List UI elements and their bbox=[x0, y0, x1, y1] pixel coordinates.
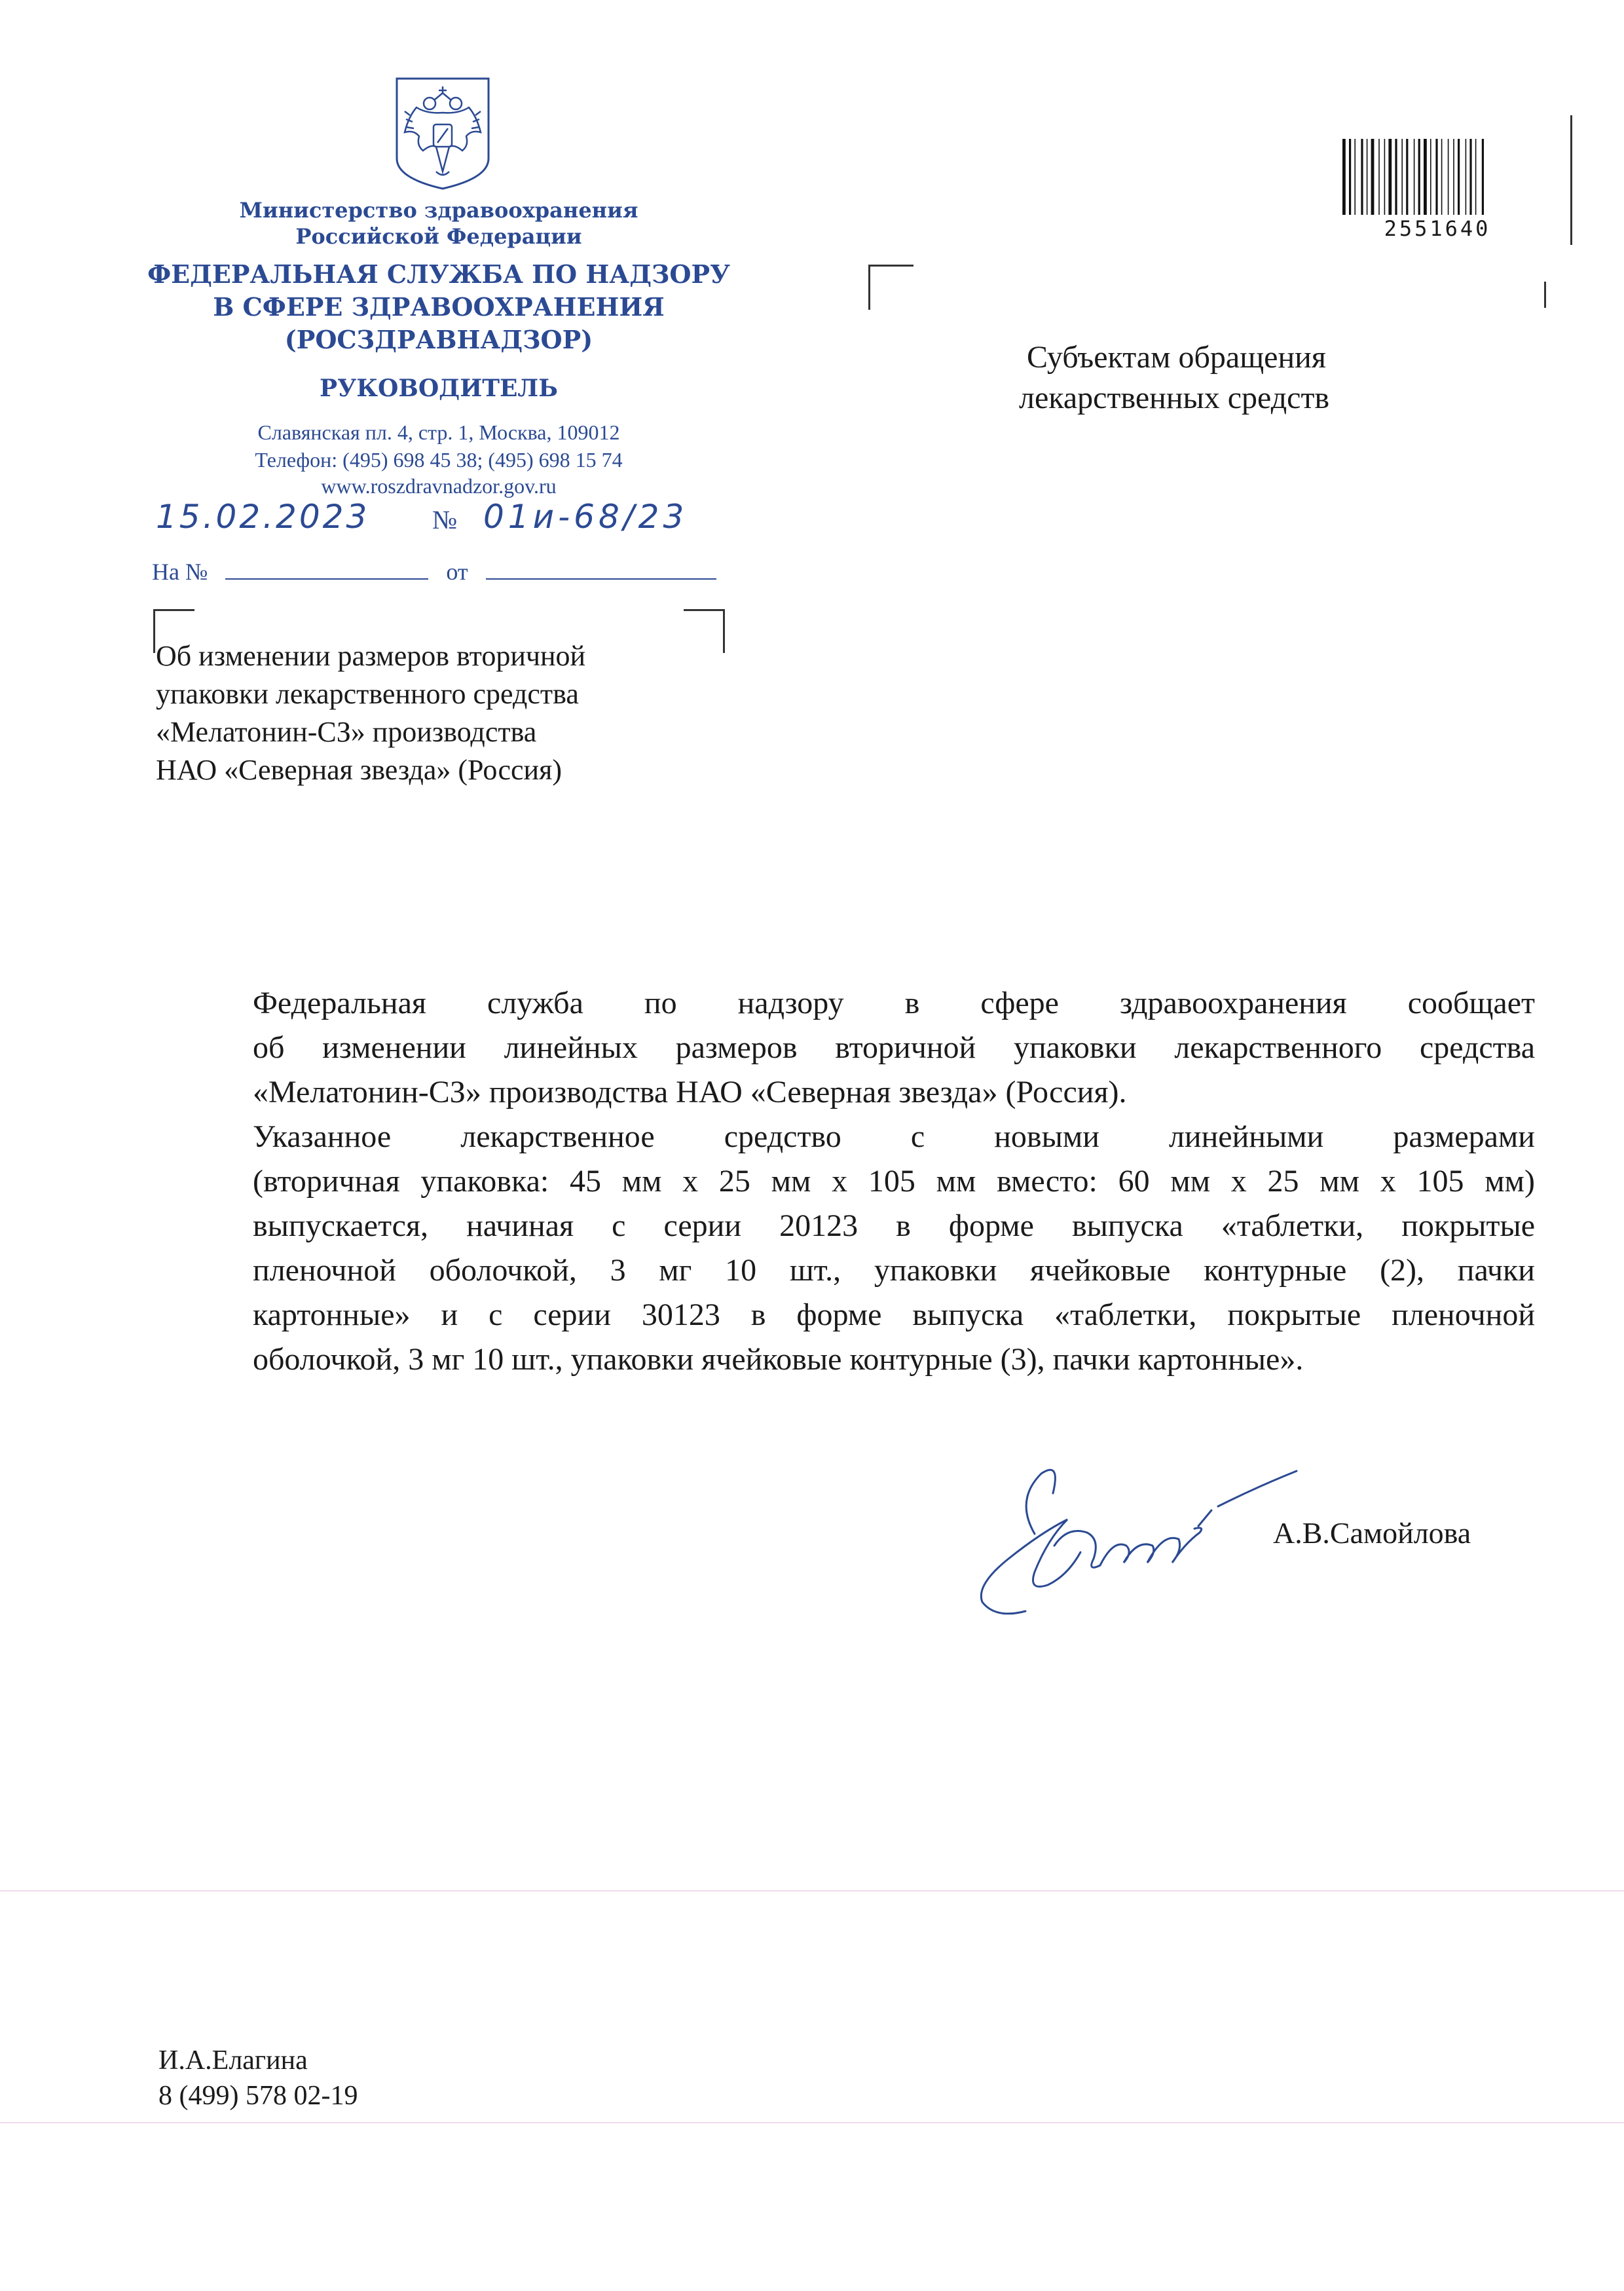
barcode-bar bbox=[1441, 139, 1443, 215]
subject-line: «Мелатонин-СЗ» производства bbox=[156, 716, 537, 748]
barcode-bar bbox=[1388, 139, 1392, 215]
outgoing-number: 01и-68/23 bbox=[483, 498, 688, 536]
barcode-bar bbox=[1414, 139, 1415, 215]
body-line: выпускается, начиная с серии 20123 в форме выпуска «таблетки, покрытые bbox=[253, 1208, 1535, 1243]
barcode-bar bbox=[1448, 139, 1449, 215]
body-paragraph-1 bbox=[155, 981, 1535, 1115]
barcode-bar bbox=[1354, 139, 1356, 215]
outgoing-number-label: № bbox=[432, 505, 458, 534]
barcode-icon bbox=[1340, 139, 1534, 217]
barcode-bar bbox=[1371, 139, 1375, 215]
barcode-bar bbox=[1424, 139, 1427, 215]
body-line: Указанное лекарственное средство с новыми линейными размерами bbox=[253, 1119, 1535, 1154]
barcode-bar bbox=[1361, 139, 1363, 215]
scan-artifact-line bbox=[0, 2122, 1624, 2123]
reference-prefix: На № bbox=[152, 559, 208, 585]
recipient-line: Субъектам обращения bbox=[1027, 340, 1326, 375]
barcode-bar bbox=[1384, 139, 1386, 215]
subject-line: НАО «Северная звезда» (Россия) bbox=[156, 754, 562, 786]
russian-coat-of-arms-icon bbox=[390, 73, 495, 191]
service-name-line1: ФЕДЕРАЛЬНАЯ СЛУЖБА ПО НАДЗОРУ bbox=[147, 259, 730, 289]
body-line: Федеральная служба по надзору в сфере здравоохранения сообщает bbox=[253, 986, 1535, 1020]
body-line: «Мелатонин-СЗ» производства НАО «Северная звезда» (Россия). bbox=[253, 1075, 1127, 1109]
barcode-number: 2551640 bbox=[1384, 216, 1491, 241]
barcode-bar bbox=[1435, 139, 1437, 215]
outgoing-date: 15.02.2023 bbox=[156, 498, 370, 536]
barcode-bar bbox=[1406, 139, 1408, 215]
body-line: оболочкой, 3 мг 10 шт., упаковки ячейковые контурные (3), пачки картонные». bbox=[253, 1342, 1304, 1377]
barcode-bar bbox=[1458, 139, 1460, 215]
recipient-bracket-right bbox=[1544, 282, 1547, 308]
subject-line: упаковки лекарственного средства bbox=[156, 678, 579, 710]
service-name-line2: В СФЕРЕ ЗДРАВООХРАНЕНИЯ bbox=[213, 292, 665, 322]
sender-address: Славянская пл. 4, стр. 1, Москва, 109012 bbox=[257, 420, 620, 444]
ministry-name-line1: Министерство здравоохранения bbox=[239, 198, 638, 223]
barcode-bar bbox=[1349, 139, 1351, 215]
body-line: картонные» и с серии 30123 в форме выпуска «таблетки, покрытые пленочной bbox=[253, 1297, 1535, 1332]
barcode-bar bbox=[1367, 139, 1368, 215]
barcode-bar bbox=[1469, 139, 1471, 215]
sender-website: www.roszdravnadzor.gov.ru bbox=[321, 474, 557, 498]
barcode-bar bbox=[1342, 139, 1346, 215]
reference-date-blank bbox=[486, 559, 716, 580]
body-line: пленочной оболочкой, 3 мг 10 шт., упаковки ячейковые контурные (2), пачки bbox=[253, 1253, 1535, 1288]
barcode-bar bbox=[1430, 139, 1431, 215]
barcode-bar bbox=[1453, 139, 1454, 215]
body-line: об изменении линейных размеров вторичной упаковки лекарственного средства bbox=[253, 1030, 1535, 1065]
barcode-bar bbox=[1482, 139, 1484, 215]
reference-number-blank bbox=[225, 559, 428, 580]
recipient-bracket-left bbox=[868, 265, 913, 310]
signer-name: А.В.Самойлова bbox=[1273, 1516, 1471, 1550]
scan-artifact-line bbox=[0, 1890, 1624, 1891]
handwritten-signature bbox=[969, 1447, 1310, 1631]
body-paragraph-2 bbox=[155, 1115, 1535, 1382]
barcode-bar bbox=[1395, 139, 1397, 215]
body-line: (вторичная упаковка: 45 мм х 25 мм х 105 мм вместо: 60 мм х 25 мм х 105 мм) bbox=[253, 1164, 1535, 1199]
barcode-bar bbox=[1475, 139, 1477, 215]
subject-line: Об изменении размеров вторичной bbox=[156, 640, 586, 672]
barcode-bar bbox=[1418, 139, 1420, 215]
executor-phone: 8 (499) 578 02-19 bbox=[158, 2081, 358, 2111]
service-name-line3: (РОСЗДРАВНАДЗОР) bbox=[284, 325, 593, 354]
subject-bracket-right bbox=[684, 609, 725, 653]
reference-from-label: от bbox=[446, 559, 468, 585]
reference-line bbox=[152, 558, 716, 586]
ministry-name-line2: Российской Федерации bbox=[295, 224, 582, 249]
sender-phone: Телефон: (495) 698 45 38; (495) 698 15 74 bbox=[255, 448, 623, 472]
executor-name: И.А.Елагина bbox=[158, 2045, 308, 2076]
barcode-bar bbox=[1401, 139, 1403, 215]
barcode-bar bbox=[1466, 139, 1467, 215]
recipient-line: лекарственных средств bbox=[1019, 381, 1330, 415]
head-title: РУКОВОДИТЕЛЬ bbox=[320, 375, 558, 402]
barcode-bar bbox=[1378, 139, 1380, 215]
letter-body bbox=[155, 981, 1535, 1382]
margin-line bbox=[1570, 115, 1572, 245]
